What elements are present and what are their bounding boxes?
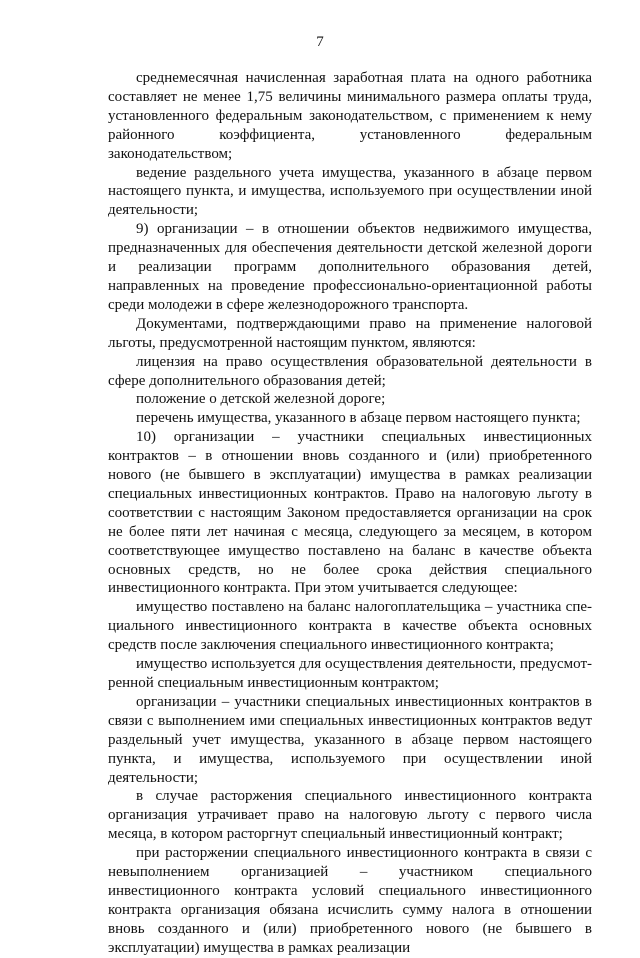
paragraph-termination: в случае расторжения специального инвестиционного контракта организация утрачивает право на налоговую льготу с первого числа месяца, в котором расторгнут специальный инвестиционный контракт;: [108, 788, 592, 843]
paragraph-balance-condition: имущество поставлено на баланс налогоплательщика – участника специального инвестиционного контракта в качестве объекта основных средств после заключения специального инвестиционного контракта;: [108, 599, 592, 654]
paragraph-documents-intro: Документами, подтверждающими право на применение налоговой льготы, предусмотренной настоящим пунктом, являются:: [108, 315, 592, 351]
document-body: [108, 69, 592, 958]
paragraph-wage-condition: среднемесячная начисленная заработная плата на одного работника составляет не менее 1,75 величины минимального размера оплаты труда, установленного федеральным законодательством, с применением к нему районного коэффициента, установленного федеральным законодательством;: [108, 70, 592, 162]
page-number: 7: [316, 34, 324, 50]
paragraph-usage-condition: имущество используется для осуществления деятельности, предусмотренной специальным инвестиционным контрактом;: [108, 656, 592, 691]
paragraph-item-9: 9) организации – в отношении объектов недвижимого имущества, предназначенных для обеспечения деятельности детской железной дороги и реализации программ дополнительного образования детей, направленных на проведение профессионально-ориентационной работы среди молодежи в сфере железнодорожного транспорта.: [108, 221, 592, 313]
paragraph-license: лицензия на право осуществления образовательной деятельности в сфере дополнительного образования детей;: [108, 353, 592, 389]
paragraph-separate-accounting-contracts: организации – участники специальных инвестиционных контрактов в связи с выполнением ими специальных инвестиционных контрактов ведут раздельный учет имущества, указанного в абзаце первом настоящего пункта, и имущества, используемого при осуществлении иной деятельности;: [108, 693, 592, 786]
paragraph-property-list: перечень имущества, указанного в абзаце первом настоящего пункта;: [136, 410, 581, 427]
paragraph-termination-nonperformance: при расторжении специального инвестиционного контракта в связи с невыполнением организацией – участником специального инвестиционного контракта условий специального инвестиционного контракта организация обязана исчислить сумму налога в отношении вновь созданного и (или) приобретенного нового (не бывшего в эксплуатации) имущества в рамках реализации: [108, 845, 592, 956]
paragraph-item-10: 10) организации – участники специальных инвестиционных контрактов – в отношении вновь созданного и (или) приобретенного нового (не бывшего в эксплуатации) имущества в рамках реализации специальных инвестиционных контрактов. Право на налоговую льготу в соответствии с настоящим Законом предоставляется организации на срок не более пяти лет начиная с месяца, следующего за месяцем, в котором соответствующее имущество поставлено на баланс в качестве объекта основных средств, но не более срока действия специального инвестиционного контракта. При этом учитывается следующее:: [108, 429, 592, 597]
paragraph-separate-accounting: ведение раздельного учета имущества, указанного в абзаце первом настоящего пункта, и имущества, используемого при осуществлении иной деятельности;: [108, 164, 592, 219]
paragraph-railway-regulation: положение о детской железной дороге;: [136, 391, 386, 408]
